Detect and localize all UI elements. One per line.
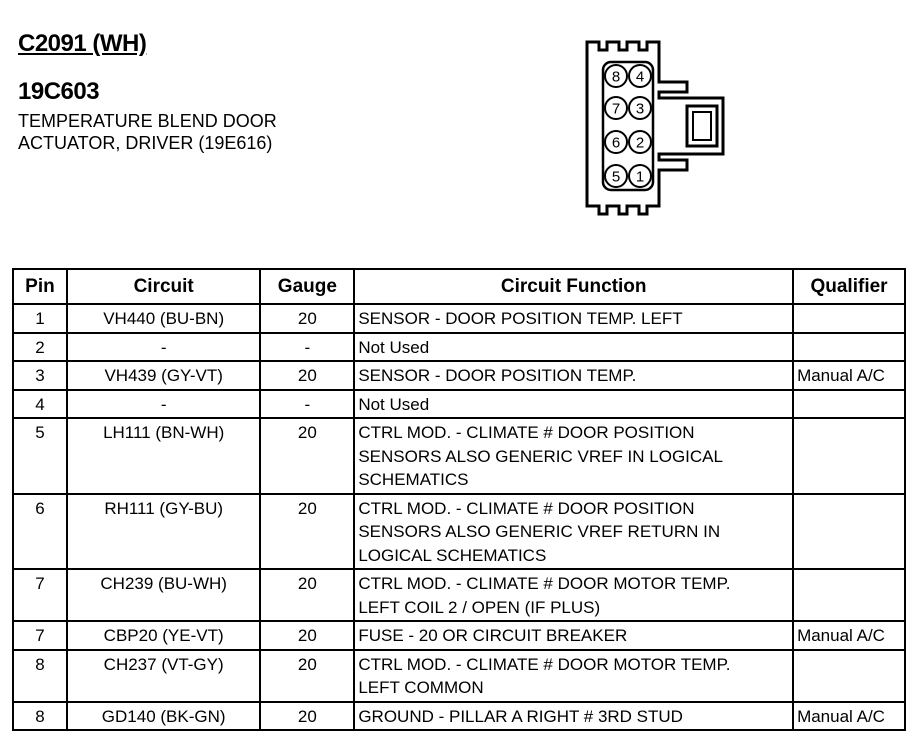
function-line: SENSOR - DOOR POSITION TEMP. LEFT (358, 309, 683, 328)
qualifier-cell: Manual A/C (793, 702, 905, 731)
qualifier-cell (793, 418, 905, 494)
circuit-cell: RH111 (GY-BU) (67, 494, 261, 570)
pin-cavity (605, 97, 627, 119)
gauge-cell: 20 (260, 621, 354, 650)
table-row (13, 702, 905, 731)
table-row (13, 390, 905, 419)
function-line: SCHEMATICS (358, 470, 469, 489)
circuit-cell: VH440 (BU-BN) (67, 304, 261, 333)
connector-id: C2091 (WH) (18, 30, 147, 57)
pin-cavity (605, 131, 627, 153)
pin-cavity (629, 65, 651, 87)
gauge-cell: 20 (260, 361, 354, 390)
function-line: CTRL MOD. - CLIMATE # DOOR MOTOR TEMP. (358, 574, 731, 593)
function-line: Not Used (358, 394, 430, 414)
function-cell (354, 361, 793, 390)
pin-number-label: 2 (635, 134, 645, 152)
function-line: LOGICAL SCHEMATICS (358, 545, 547, 565)
qualifier-cell (793, 494, 905, 570)
table-row (13, 418, 905, 494)
pin-cavity (629, 97, 651, 119)
table-row (13, 494, 905, 570)
table-row (13, 361, 905, 390)
pin-cavity (605, 165, 627, 187)
column-header-gauge: Gauge (260, 269, 354, 304)
qualifier-cell (793, 390, 905, 419)
gauge-cell: 20 (260, 702, 354, 731)
gauge-cell: - (260, 333, 354, 362)
function-cell (354, 494, 793, 570)
pin-cell: 5 (13, 418, 67, 494)
gauge-cell: 20 (260, 494, 354, 570)
function-cell (354, 418, 793, 494)
part-number: 19C603 (18, 78, 100, 105)
pin-cell: 2 (13, 333, 67, 362)
gauge-cell: 20 (260, 569, 354, 621)
function-line: LEFT COMMON (358, 678, 484, 697)
pin-number-label: 4 (635, 68, 645, 86)
pin-number-label: 8 (611, 68, 621, 86)
qualifier-cell (793, 569, 905, 621)
pin-cell: 1 (13, 304, 67, 333)
function-line: SENSORS ALSO GENERIC VREF IN LOGICAL (358, 446, 723, 466)
gauge-cell: 20 (260, 650, 354, 702)
circuit-cell: GD140 (BK-GN) (67, 702, 261, 731)
qualifier-cell (793, 304, 905, 333)
table-header-row (13, 269, 905, 304)
qualifier-cell: Manual A/C (793, 361, 905, 390)
column-header-pin: Pin (13, 269, 67, 304)
pin-cavity-frame (603, 62, 653, 190)
function-cell (354, 569, 793, 621)
pin-cell: 7 (13, 569, 67, 621)
function-cell (354, 333, 793, 362)
pin-cell: 3 (13, 361, 67, 390)
table-row (13, 621, 905, 650)
function-cell (354, 650, 793, 702)
function-line: FUSE - 20 OR CIRCUIT BREAKER (358, 626, 628, 645)
circuit-cell: - (67, 390, 261, 419)
function-line: LEFT COIL 2 / OPEN (IF PLUS) (358, 597, 601, 617)
pin-number-label: 5 (611, 168, 621, 186)
function-cell (354, 304, 793, 333)
circuit-cell: VH439 (GY-VT) (67, 361, 261, 390)
function-cell (354, 390, 793, 419)
function-line: GROUND - PILLAR A RIGHT # 3RD STUD (358, 706, 683, 726)
gauge-cell: - (260, 390, 354, 419)
pin-number-label: 3 (635, 100, 645, 118)
table-row (13, 650, 905, 702)
pin-cell: 7 (13, 621, 67, 650)
function-cell (354, 702, 793, 731)
circuit-cell: LH111 (BN-WH) (67, 418, 261, 494)
function-line: SENSOR - DOOR POSITION TEMP. (358, 366, 637, 385)
pin-number-label: 7 (611, 100, 621, 118)
column-header-qualifier: Qualifier (793, 269, 905, 304)
pin-cavity (605, 65, 627, 87)
table-row (13, 569, 905, 621)
table-row (13, 333, 905, 362)
qualifier-cell (793, 650, 905, 702)
pin-cell: 8 (13, 702, 67, 731)
column-header-circuit: Circuit (67, 269, 261, 304)
pin-number-label: 1 (635, 168, 645, 186)
function-line: CTRL MOD. - CLIMATE # DOOR POSITION (358, 423, 695, 442)
gauge-cell: 20 (260, 304, 354, 333)
description-line: ACTUATOR, DRIVER (19E616) (18, 133, 273, 153)
circuit-cell: CH237 (VT-GY) (67, 650, 261, 702)
circuit-cell: CH239 (BU-WH) (67, 569, 261, 621)
function-cell (354, 621, 793, 650)
function-line: Not Used (358, 337, 430, 357)
column-header-circuit-function: Circuit Function (354, 269, 793, 304)
pin-table (12, 268, 906, 731)
function-line: SENSORS ALSO GENERIC VREF RETURN IN (358, 522, 721, 541)
connector-face-diagram (583, 36, 728, 218)
circuit-cell: CBP20 (YE-VT) (67, 621, 261, 650)
table-row (13, 304, 905, 333)
pin-number-label: 6 (611, 134, 621, 152)
gauge-cell: 20 (260, 418, 354, 494)
pin-cell: 6 (13, 494, 67, 570)
pin-cavity (629, 131, 651, 153)
circuit-cell: - (67, 333, 261, 362)
description-line: TEMPERATURE BLEND DOOR (18, 111, 277, 131)
qualifier-cell: Manual A/C (793, 621, 905, 650)
connector-header (18, 30, 277, 154)
pin-cavity (629, 165, 651, 187)
qualifier-cell (793, 333, 905, 362)
function-line: CTRL MOD. - CLIMATE # DOOR MOTOR TEMP. (358, 654, 731, 674)
function-line: CTRL MOD. - CLIMATE # DOOR POSITION (358, 498, 695, 518)
pin-cell: 8 (13, 650, 67, 702)
connector-description (18, 110, 277, 154)
pin-cell: 4 (13, 390, 67, 419)
